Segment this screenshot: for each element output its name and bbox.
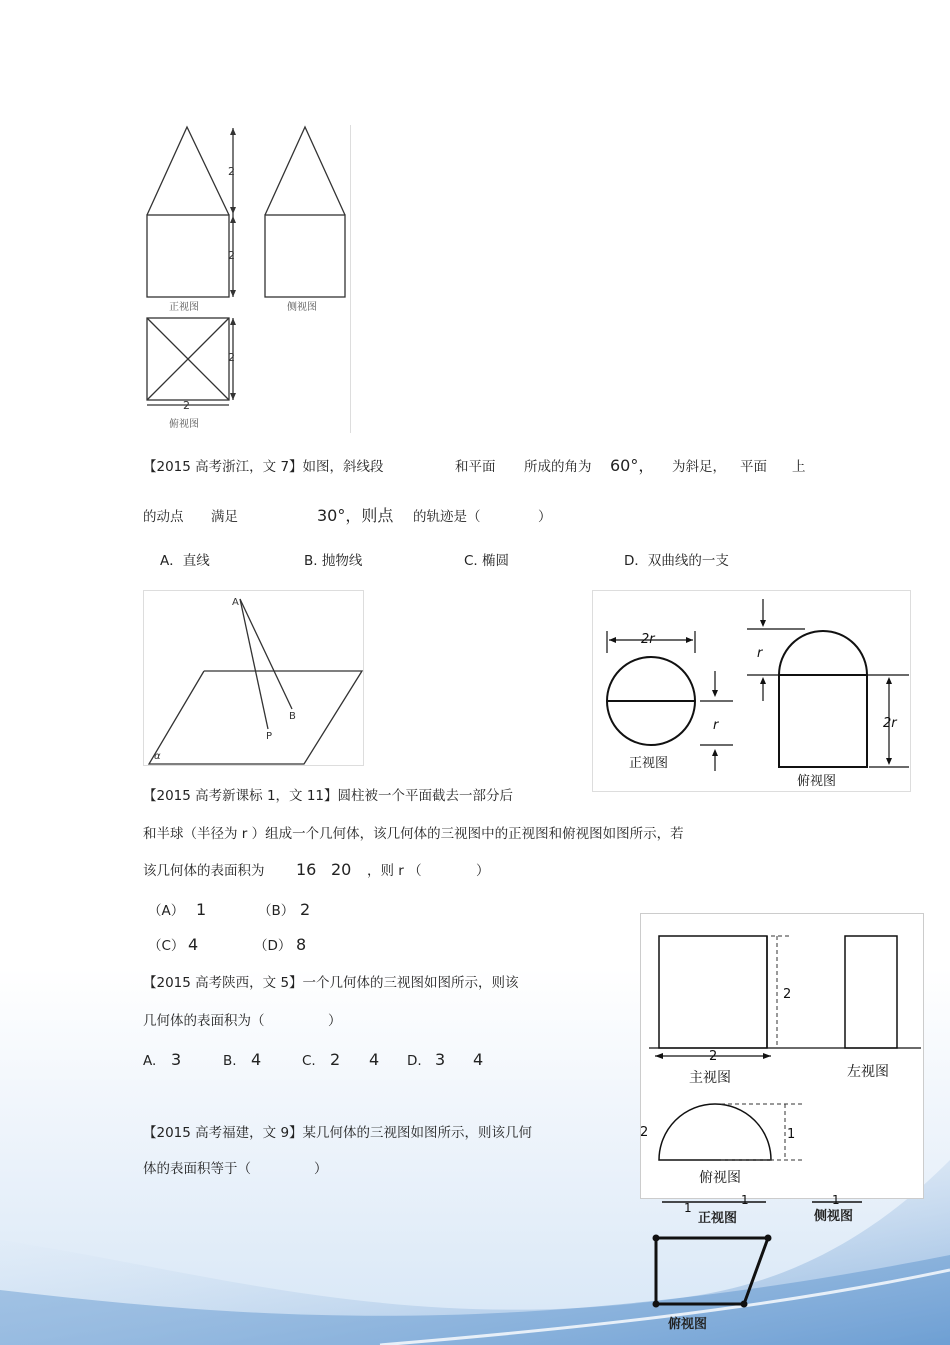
q2-line2: 和半球（半径为 r ）组成一个几何体，该几何体的三视图中的正视图和俯视图如图所示，若 xyxy=(143,826,684,842)
q1-option-c: C. 椭圆 xyxy=(464,553,510,569)
q2-option-c-label: （C） xyxy=(148,938,185,954)
q2-option-b-label: （B） xyxy=(258,903,295,919)
dim-label-right: 2 xyxy=(228,351,235,364)
label-point-a: A xyxy=(232,597,239,608)
q2-value-16: 16 xyxy=(296,860,317,879)
dim-label-mid: 2 xyxy=(228,249,235,262)
q1-angle-60: 60°， xyxy=(610,456,655,475)
q1-option-d: D．双曲线的一支 xyxy=(624,553,729,569)
q3-option-d-value2: 4 xyxy=(473,1050,484,1069)
q3-option-c-value1: 2 xyxy=(330,1050,341,1069)
label-top-view: 俯视图 xyxy=(169,419,199,430)
q2-value-20: 20 xyxy=(331,860,352,879)
q3-option-d-label: D. xyxy=(407,1053,422,1069)
q4-line2-end: ） xyxy=(314,1161,328,1177)
label-front-view: 正视图 xyxy=(169,302,199,313)
q3-line2: 几何体的表面积为（ xyxy=(143,1013,265,1029)
q1-line2-d: ） xyxy=(538,509,552,525)
q1-line1-c: 所成的角为 xyxy=(524,459,592,475)
q3-option-c-value2: 4 xyxy=(369,1050,380,1069)
q2-option-d-label: （D） xyxy=(254,938,292,954)
q3-option-a-value: 3 xyxy=(171,1050,182,1069)
q2-line3-e: ） xyxy=(476,863,490,879)
dim-label-top: 2 xyxy=(228,165,235,178)
q2-line1: 【2015 高考新课标 1，文 11】圆柱被一个平面截去一部分后 xyxy=(143,788,513,804)
label-main-view: 主视图 xyxy=(689,1070,731,1086)
label-front-view: 正视图 xyxy=(698,1211,738,1226)
figure-plane-segment xyxy=(143,590,364,766)
label-point-p: P xyxy=(266,731,273,742)
label-side-view: 侧视图 xyxy=(814,1209,854,1224)
q1-angle-30: 30°，则点 xyxy=(317,506,394,525)
q2-option-a-label: （A） xyxy=(148,903,185,919)
q2-option-a-value: 1 xyxy=(196,900,207,919)
q2-option-d-value: 8 xyxy=(296,935,307,954)
q4-line1: 【2015 高考福建，文 9】某几何体的三视图如图所示，则该几何 xyxy=(143,1125,533,1141)
q1-line2-b: 满足 xyxy=(211,509,238,525)
label-top-view: 俯视图 xyxy=(668,1317,708,1332)
label-dim-1a: 1 xyxy=(684,1201,692,1215)
label-2r-top: 2r xyxy=(641,632,655,647)
label-top-view: 俯视图 xyxy=(699,1170,741,1186)
dim-label-2: 2 xyxy=(783,987,792,1002)
q1-line1-e: 平面 xyxy=(740,459,767,475)
q1-line1-f: 上 xyxy=(792,459,806,475)
q3-option-b-value: 4 xyxy=(251,1050,262,1069)
q1-line2-a: 的动点 xyxy=(143,509,184,525)
dim-label-1: 1 xyxy=(787,1127,796,1142)
q3-line2-end: ） xyxy=(328,1013,342,1029)
figure-three-views-trapezoid xyxy=(636,1120,866,1335)
label-top-view: 俯视图 xyxy=(797,774,837,789)
label-dim-1c: 1 xyxy=(832,1193,840,1207)
dim-label-bottom: 2 xyxy=(709,1049,718,1064)
label-plane-alpha: α xyxy=(154,751,161,762)
q3-line1: 【2015 高考陕西，文 5】一个几何体的三视图如图所示，则该 xyxy=(143,975,519,991)
dim-label-bottom: 2 xyxy=(183,399,190,412)
label-point-b: B xyxy=(289,711,296,722)
q1-option-a: A．直线 xyxy=(160,553,210,569)
q3-option-c-label: C. xyxy=(302,1053,316,1069)
q2-option-c-value: 4 xyxy=(188,935,199,954)
q3-option-d-value1: 3 xyxy=(435,1050,446,1069)
figure-cylinder-hemisphere xyxy=(592,590,911,792)
label-side-view: 侧视图 xyxy=(287,302,317,313)
label-2r-right: 2r xyxy=(883,716,897,731)
label-dim-2: 2 xyxy=(640,1125,649,1140)
q4-line2: 体的表面积等于（ xyxy=(143,1161,251,1177)
label-left-view: 左视图 xyxy=(847,1064,889,1080)
q1-line1-d: 为斜足， xyxy=(672,459,726,475)
q1-line2-c: 的轨迹是（ xyxy=(413,509,481,525)
label-front-view: 正视图 xyxy=(629,756,669,771)
label-dim-1b: 1 xyxy=(741,1193,749,1207)
q1-option-b: B. 抛物线 xyxy=(304,553,363,569)
q2-line3-a: 该几何体的表面积为 xyxy=(143,863,265,879)
q1-line1-b: 和平面 xyxy=(455,459,496,475)
q3-option-a-label: A. xyxy=(143,1053,157,1069)
q3-option-b-label: B. xyxy=(223,1053,237,1069)
q2-option-b-value: 2 xyxy=(300,900,311,919)
figure-three-views-pyramid xyxy=(143,125,351,433)
label-r-mid: r xyxy=(713,718,719,733)
label-r-right: r xyxy=(757,646,763,661)
q2-line3-d: ，则 r （ xyxy=(367,863,422,879)
q1-line1-a: 【2015 高考浙江，文 7】如图，斜线段 xyxy=(143,459,384,475)
